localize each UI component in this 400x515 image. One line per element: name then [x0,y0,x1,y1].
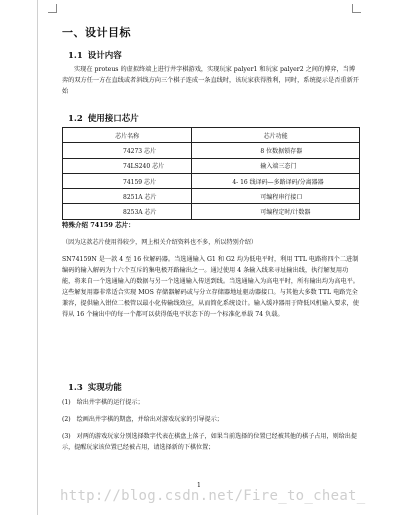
list-number: (3) [62,433,71,440]
list-number: (1) [62,399,71,406]
chip-function-cell: 可编程定时/计数器 [192,204,360,219]
section-title: 使用接口芯片 [87,114,139,124]
watermark-url: http://blog.csdn.net/Fire_to_cheat_ [60,488,366,504]
section-title: 设计内容 [87,51,122,61]
crop-mark-top-right [352,4,361,13]
table-row [63,204,360,219]
table-header-cell: 芯片名称 [63,128,192,143]
chip-name-cell: 74273 芯片 [63,143,192,158]
table-row [63,158,360,173]
table-row [63,189,360,204]
section-heading-1-2 [68,112,139,124]
special-chip-label: 特殊介绍 74159 芯片： [62,221,135,229]
section-heading-1-3 [68,381,122,393]
intro-paragraph: 实现在 proteus 的虚拟终端上进行井字棋游戏，实现玩家 palyer1 和玩家 palyer2 之间的博弈，当博弈的双方任一方在直线或者斜线方向三个棋子连成一条直线时，该玩家获得胜利，同时，系统提示是否重新开始 [62,66,359,95]
chip-name-cell: 8253A 芯片 [63,204,192,219]
chip-function-cell: 输入端三态门 [192,158,360,173]
table-header-cell: 芯片功能 [192,128,360,143]
crop-mark-top-left [48,4,57,13]
function-list-item [62,397,360,408]
table-header-row [63,128,360,143]
chip-name-cell: 8251A 芯片 [63,189,192,204]
section-number: 1.3 [68,383,83,393]
chip-description-paragraph: SN74159N 是一款 4 至 16 位解码器。当选通输入 G1 和 G2 均为低电平时，利用 TTL 电路将四个二进制编码的输入解码为十六个互斥的集电极开路输出之一。通过使用 4 条输入线来寻址输出线，执行解复用功能，将来自一个选通输入的数据与另一个选通输入传送到线。当选通输入为高电平时，所有输出均为高电平。这些解复用器非常适合实现 MOS 存储器解码或与分立存储器地址驱动器接口。与其他大多数 TTL 电路完全兼容，提供输入钳位二极管以最小化传输线效应，从而简化系统设计。输入缓冲器用于降低风机输入要求，使得从 16 个输出中的每一个都可以获得低电平状态下的一个标准化单载 74 负载。 [62,256,359,318]
chip-function-cell: 可编程串行接口 [192,189,360,204]
page-margin-line [37,0,38,515]
section-number: 1.2 [68,114,83,124]
list-text: 绘画出井字棋的期盘，并给出对游戏玩家的引导提示； [76,416,223,423]
table-row [63,143,360,158]
special-chip-note: （因为这款芯片使用得较少，网上相关介绍资料也不多，所以特别介绍） [62,239,257,246]
chip-function-cell: 4- 16 线译码—多路译码/分离器器 [192,173,360,188]
list-text: 给出井字棋的运行提示； [76,399,144,406]
list-text: 对两的游戏玩家分别选择数字代表在棋盘上落子，如果当前选择的位置已经被其他的棋子占用，则给出提示，提醒玩家该位置已经被占用，请选择新的下棋位置； [62,433,357,451]
page-number: 1 [197,482,201,489]
function-list-item [62,414,360,425]
heading-design-goals: 一、设计目标 [62,26,131,39]
section-title: 实现功能 [87,383,122,393]
section-number: 1.1 [68,51,83,61]
chip-table [62,127,360,220]
list-number: (2) [62,416,71,423]
function-list-item [62,431,360,453]
chip-function-cell: 8 位数据锁存器 [192,143,360,158]
chip-name-cell: 74159 芯片 [63,173,192,188]
chip-name-cell: 74LS240 芯片 [63,158,192,173]
table-row [63,173,360,188]
section-heading-1-1 [68,49,122,61]
